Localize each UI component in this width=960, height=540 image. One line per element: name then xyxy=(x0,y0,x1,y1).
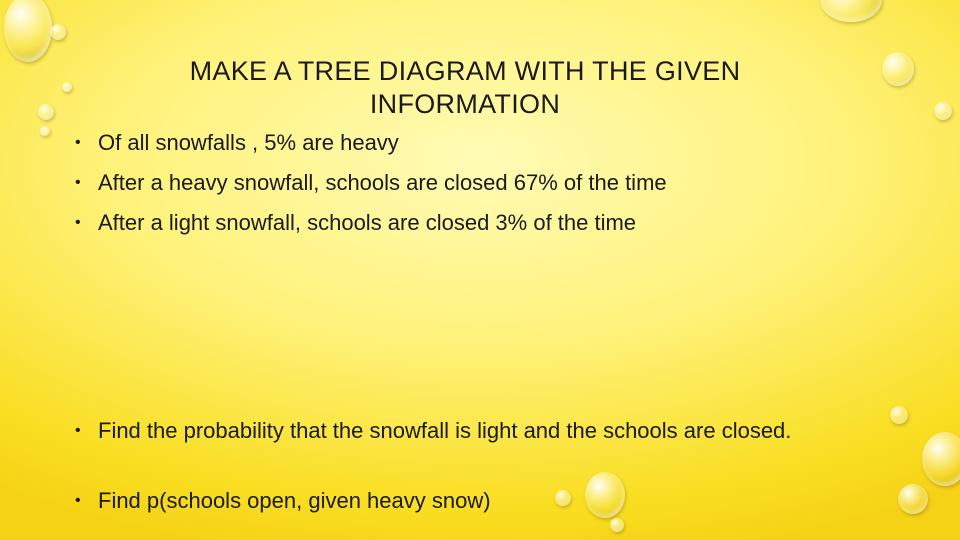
water-drop-decoration xyxy=(62,82,72,92)
bullet-text: Of all snowfalls , 5% are heavy xyxy=(98,130,399,155)
slide-title-line1: MAKE A TREE DIAGRAM WITH THE GIVEN xyxy=(189,56,741,86)
water-drop-decoration xyxy=(50,24,66,40)
bullet-text: After a heavy snowfall, schools are closed 67% of the time xyxy=(98,170,667,195)
water-drop-decoration xyxy=(4,0,52,62)
water-drop-decoration xyxy=(820,0,882,22)
water-drop-decoration xyxy=(38,104,54,120)
water-drop-decoration xyxy=(882,52,914,86)
water-drop-decoration xyxy=(898,484,928,514)
water-drop-decoration xyxy=(890,406,908,424)
bullet-marker: • xyxy=(75,174,81,191)
bullet-marker: • xyxy=(75,492,81,509)
bullet-text: Find the probability that the snowfall is light and the schools are closed. xyxy=(98,418,792,443)
bullet-marker: • xyxy=(75,214,81,231)
water-drop-decoration xyxy=(922,432,960,486)
bullet-item xyxy=(75,168,855,198)
bullet-item xyxy=(75,128,855,158)
bullet-item xyxy=(75,486,835,516)
bullet-marker: • xyxy=(75,134,81,151)
slide-title xyxy=(110,55,820,121)
slide-title-line2: INFORMATION xyxy=(369,89,561,119)
bullet-marker: • xyxy=(75,422,81,439)
water-drop-decoration xyxy=(934,102,952,120)
water-drop-decoration xyxy=(40,126,50,136)
bullet-text: After a light snowfall, schools are closed 3% of the time xyxy=(98,210,637,235)
bullet-text: Find p(schools open, given heavy snow) xyxy=(98,488,491,513)
bullet-item xyxy=(75,208,855,238)
bullet-item xyxy=(75,416,835,446)
water-drop-decoration xyxy=(610,518,624,532)
